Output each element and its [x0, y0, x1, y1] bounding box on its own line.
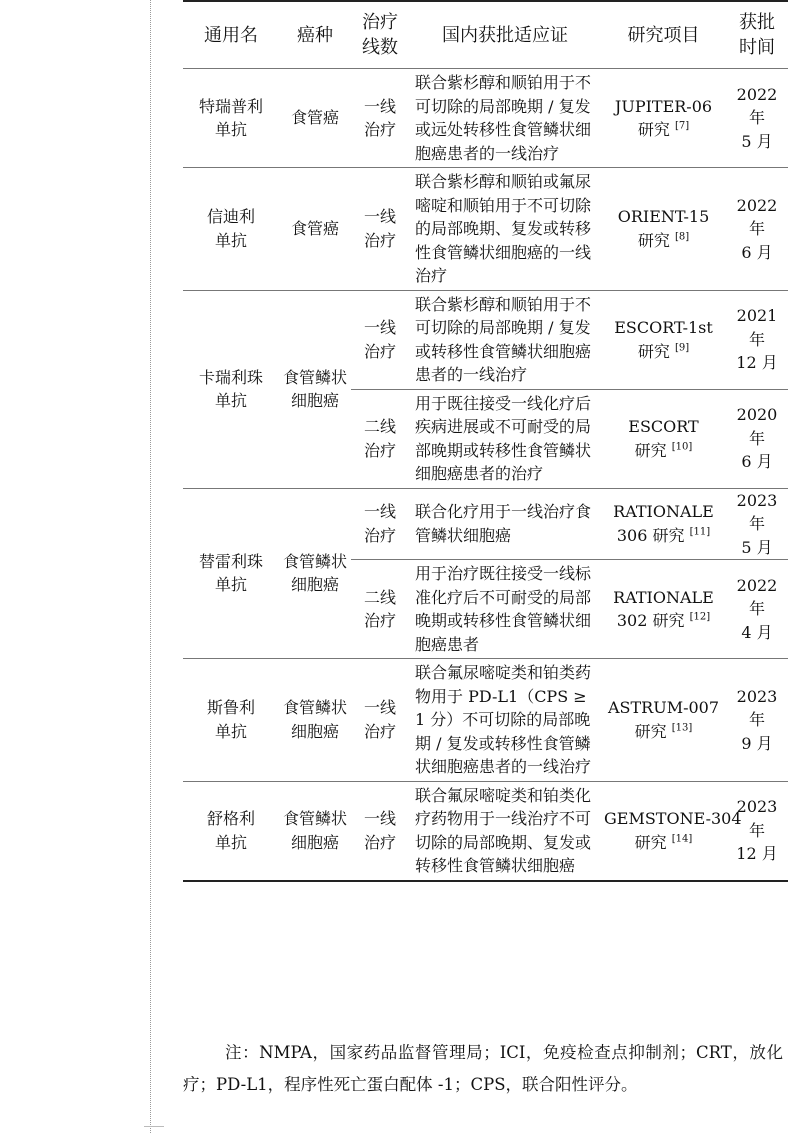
drug-name-cell: 斯鲁利 单抗 — [183, 659, 279, 782]
indication-cell: 用于治疗既往接受一线标准化疗后不可耐受的局部晚期或转移性食管鳞状细胞癌患者 — [409, 560, 601, 659]
table-header-row — [183, 1, 788, 69]
study-name: ASTRUM-007 研究 — [607, 698, 720, 741]
treatment-line-cell: 一线 治疗 — [351, 168, 409, 291]
study-name: ESCORT-1st 研究 — [614, 318, 713, 361]
indication-cell: 用于既往接受一线化疗后疾病进展或不可耐受的局部晚期或转移性食管鳞状细胞癌患者的治疗 — [409, 389, 601, 488]
drug-name-cell: 特瑞普利 单抗 — [183, 69, 279, 168]
table-row — [183, 69, 788, 168]
approval-date-cell: 2022 年 4 月 — [726, 560, 788, 659]
study-cell — [601, 389, 726, 488]
indication-cell: 联合紫杉醇和顺铂或氟尿嘧啶和顺铂用于不可切除的局部晚期、复发或转移性食管鳞状细胞癌的一线治疗 — [409, 168, 601, 291]
table-body — [183, 69, 788, 881]
reference-citation: [13] — [671, 722, 693, 734]
reference-citation: [7] — [674, 120, 690, 132]
table-header — [183, 1, 788, 69]
page-margin-line — [150, 0, 151, 1133]
reference-citation: [12] — [689, 611, 711, 623]
indication-cell: 联合紫杉醇和顺铂用于不可切除的局部晚期 / 复发或远处转移性食管鳞状细胞癌患者的一线治疗 — [409, 69, 601, 168]
drug-name-cell: 舒格利 单抗 — [183, 781, 279, 881]
reference-citation: [9] — [674, 342, 690, 354]
table-row — [183, 168, 788, 291]
study-cell — [601, 488, 726, 560]
table-row — [183, 488, 788, 560]
reference-citation: [14] — [671, 833, 693, 845]
cancer-type-cell: 食管鳞状 细胞癌 — [279, 781, 351, 881]
approval-date-cell: 2023 年 9 月 — [726, 659, 788, 782]
drug-name-cell: 信迪利 单抗 — [183, 168, 279, 291]
header-cancer-type: 癌种 — [279, 1, 351, 69]
indication-cell: 联合紫杉醇和顺铂用于不可切除的局部晚期 / 复发或转移性食管鳞状细胞癌患者的一线治疗 — [409, 290, 601, 389]
drug-name-cell: 卡瑞利珠 单抗 — [183, 290, 279, 488]
reference-citation: [8] — [674, 231, 690, 243]
reference-citation: [10] — [671, 441, 693, 453]
study-name: GEMSTONE-304 研究 — [604, 809, 742, 852]
indication-cell: 联合氟尿嘧啶类和铂类化疗药物用于一线治疗不可切除的局部晚期、复发或转移性食管鳞状细胞癌 — [409, 781, 601, 881]
approval-date-cell: 2021 年 12 月 — [726, 290, 788, 389]
table-row — [183, 290, 788, 389]
table-row — [183, 781, 788, 881]
study-cell — [601, 168, 726, 291]
treatment-line-cell: 一线 治疗 — [351, 69, 409, 168]
cancer-type-cell: 食管鳞状 细胞癌 — [279, 290, 351, 488]
header-treatment-line: 治疗 线数 — [351, 1, 409, 69]
study-cell — [601, 781, 742, 881]
reference-citation: [11] — [689, 526, 711, 538]
treatment-line-cell: 一线 治疗 — [351, 488, 409, 560]
study-cell — [601, 659, 726, 782]
header-approval-date: 获批 时间 — [726, 1, 788, 69]
drug-name-cell: 替雷利珠 单抗 — [183, 488, 279, 659]
study-name: JUPITER-06 研究 — [614, 96, 713, 139]
treatment-line-cell: 一线 治疗 — [351, 659, 409, 782]
approval-table — [183, 0, 788, 882]
header-generic-name: 通用名 — [183, 1, 279, 69]
cancer-type-cell: 食管鳞状 细胞癌 — [279, 659, 351, 782]
treatment-line-cell: 二线 治疗 — [351, 389, 409, 488]
header-study: 研究项目 — [601, 1, 726, 69]
approval-date-cell: 2022 年 5 月 — [726, 69, 788, 168]
approval-date-cell: 2023 年 5 月 — [726, 488, 788, 560]
treatment-line-cell: 一线 治疗 — [351, 290, 409, 389]
cancer-type-cell: 食管癌 — [279, 69, 351, 168]
cancer-type-cell: 食管癌 — [279, 168, 351, 291]
study-name: RATIONALE 302 研究 — [613, 587, 714, 630]
study-name: RATIONALE 306 研究 — [613, 502, 714, 545]
study-cell — [601, 290, 726, 389]
table-footnote: 注：NMPA，国家药品监督管理局；ICI，免疫检查点抑制剂；CRT，放化疗；PD-L1，程序性死亡蛋白配体 -1；CPS，联合阳性评分。 — [183, 1043, 783, 1094]
study-cell — [601, 560, 726, 659]
treatment-line-cell: 一线 治疗 — [351, 781, 409, 881]
approval-date-cell: 2023 年 12 月 — [726, 781, 788, 881]
indication-cell: 联合化疗用于一线治疗食管鳞状细胞癌 — [409, 488, 601, 560]
study-name: ORIENT-15 研究 — [617, 207, 710, 250]
study-name: ESCORT 研究 — [628, 417, 699, 460]
approval-date-cell: 2020 年 6 月 — [726, 389, 788, 488]
treatment-line-cell: 二线 治疗 — [351, 560, 409, 659]
table-row — [183, 659, 788, 782]
approval-date-cell: 2022 年 6 月 — [726, 168, 788, 291]
cancer-type-cell: 食管鳞状 细胞癌 — [279, 488, 351, 659]
header-indication: 国内获批适应证 — [409, 1, 601, 69]
page-margin-tick — [144, 1126, 164, 1127]
indication-cell: 联合氟尿嘧啶类和铂类药物用于 PD-L1（CPS ≥ 1 分）不可切除的局部晚期 / 复发或转移性食管鳞状细胞癌患者的一线治疗 — [409, 659, 601, 782]
study-cell — [601, 69, 726, 168]
